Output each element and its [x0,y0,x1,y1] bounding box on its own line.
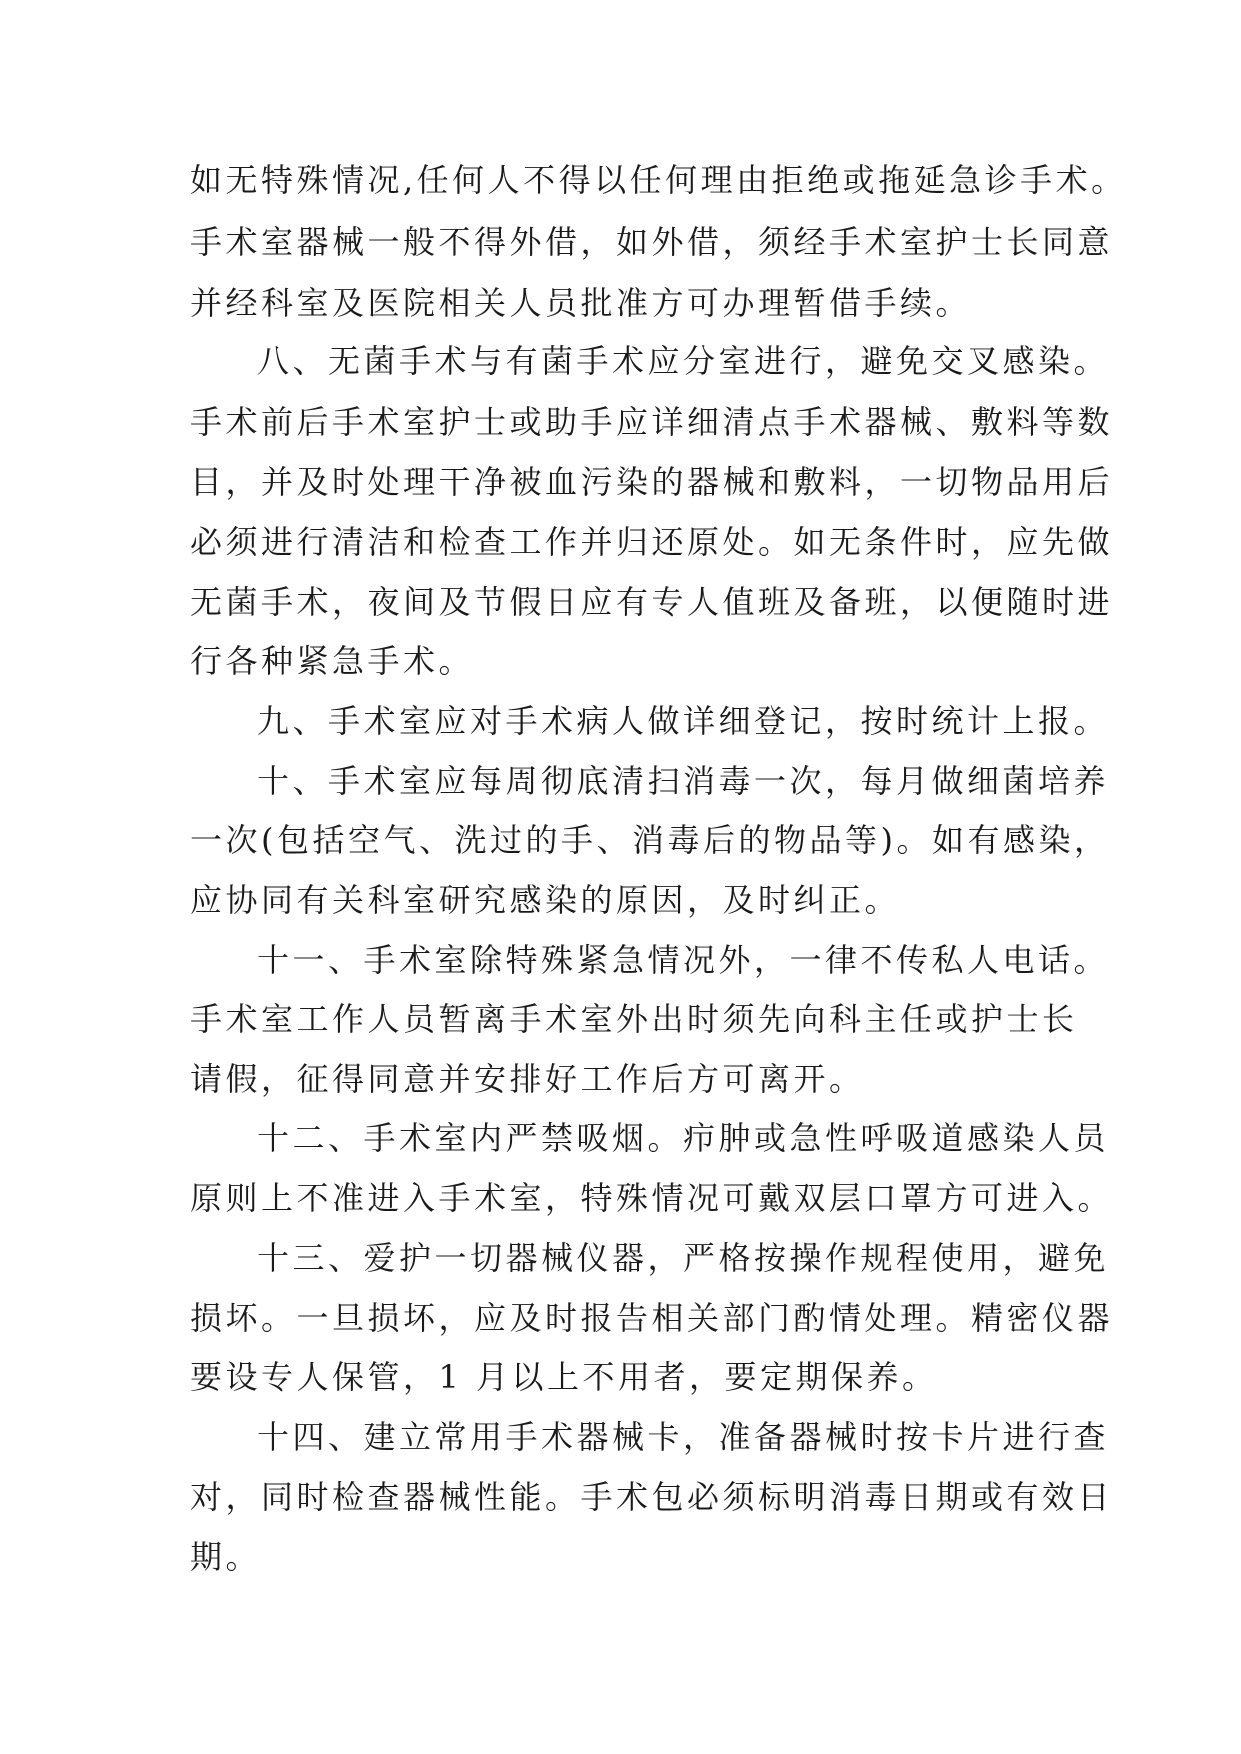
text-line: 对，同时检查器械性能。手术包必须标明消毒日期或有效日 [190,1478,1114,1516]
text-line: 手术前后手术室护士或助手应详细清点手术器械、敷料等数 [190,403,1114,441]
text-line: 请假，征得同意并安排好工作后方可离开。 [190,1060,865,1098]
paragraph-8-line: 八、无菌手术与有菌手术应分室进行，避免交叉感染。 [257,342,1110,380]
text-line: 必须进行清洁和检查工作并归还原处。如无条件时，应先做 [190,523,1114,561]
paragraph-9-line: 九、手术室应对手术病人做详细登记，按时统计上报。 [257,702,1110,740]
text-line: 损坏。一旦损坏，应及时报告相关部门酌情处理。精密仪器 [190,1299,1114,1337]
text-line: 原则上不准进入手术室，特殊情况可戴双层口罩方可进入。 [190,1179,1114,1217]
paragraph-11-line: 十一、手术室除特殊紧急情况外，一律不传私人电话。 [257,941,1110,979]
paragraph-14-line: 十四、建立常用手术器械卡，准备器械时按卡片进行查 [257,1418,1110,1456]
text-line: 并经科室及医院相关人员批准方可办理暂借手续。 [190,284,972,322]
text-line: 手术室器械一般不得外借，如外借，须经手术室护士长同意 [190,223,1114,261]
text-line: 一次(包括空气、洗过的手、消毒后的物品等)。如有感染， [190,821,1110,859]
text-line: 如无特殊情况,任何人不得以任何理由拒绝或拖延急诊手术。 [190,161,1127,199]
text-line: 应协同有关科室研究感染的原因，及时纠正。 [190,881,901,919]
text-line: 无菌手术，夜间及节假日应有专人值班及备班，以便随时进 [190,583,1114,621]
paragraph-13-line: 十三、爱护一切器械仪器，严格按操作规程使用，避免 [257,1239,1110,1277]
text-line: 手术室工作人员暂离手术室外出时须先向科主任或护士长 [190,1000,1078,1038]
paragraph-10-line: 十、手术室应每周彻底清扫消毒一次，每月做细菌培养 [257,762,1110,800]
text-line: 要设专人保管，1 月以上不用者，要定期保养。 [190,1358,938,1396]
paragraph-12-line: 十二、手术室内严禁吸烟。疖肿或急性呼吸道感染人员 [257,1119,1110,1157]
text-line: 行各种紧急手术。 [190,642,475,680]
text-line: 目，并及时处理干净被血污染的器械和敷料，一切物品用后 [190,463,1114,501]
text-line: 期。 [190,1538,262,1576]
